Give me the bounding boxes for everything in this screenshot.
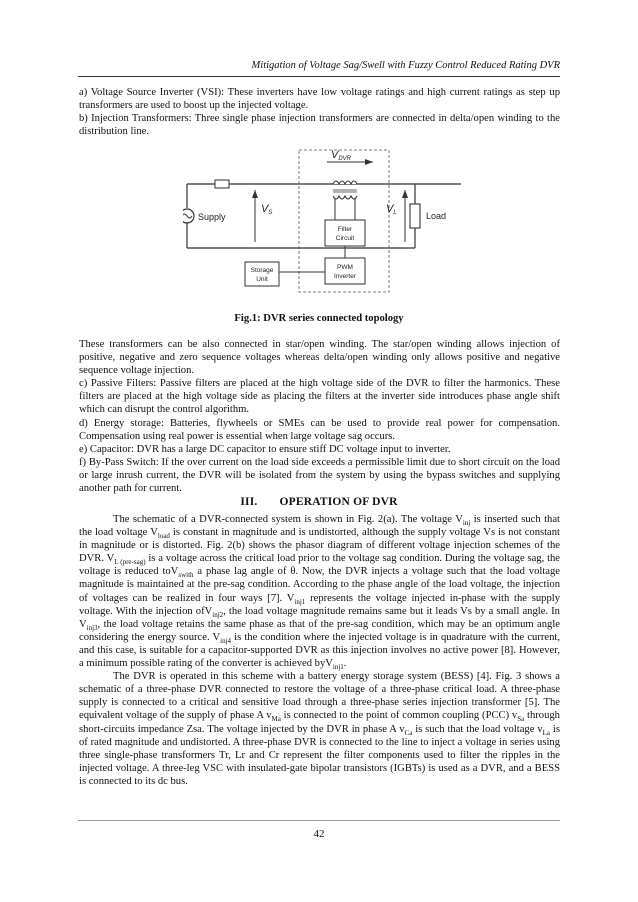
figure-border [183,149,463,300]
header-rule [78,76,560,77]
running-header: Mitigation of Voltage Sag/Swell with Fuzzy Control Reduced Rating DVR [251,60,560,71]
section-heading [0,496,638,508]
label-vs: VS [261,203,273,216]
paragraph-star-open: These transformers can be also connected in star/open winding. The star/open winding allows injection of positive, negative and zero sequence voltages whereas delta/open winding only allows positive and negative sequence voltage injection. [79,339,560,377]
item-passive-filters: c) Passive Filters: Passive filters are placed at the high voltage side of the DVR to filter the harmonics. These filters are placed at the high voltage side as placing the filters at the inverter side introduces phase angle shift which can disrupt the control algorithm. [79,378,560,416]
paragraph-operation-2: The DVR is operated in this scheme with a battery energy storage system (BESS) [4]. Fig. 3 shows a schematic of a three-phase DVR connected to restore the voltage of a three-phase critical load. A three-phase supply is connected to a critical and sensitive load through a three-phase series injection transformer [5]. The equivalent voltage of the supply of phase A $v_{Ma}$ is connected to the point of common coupling (PCC) $v_{Sa}$ through short-circuits impedance Zsa. The voltage injected by the DVR in phase A $v_{Ca}$ is such that the load voltage $v_{La}$ is of rated magnitude and undistorted. A three-phase DVR is connected to the line to inject a voltage in series using three single-phase transformers Tr, Lr and Cr represent the filter components used to filter the ripples in the injected voltage. A three-leg VSC with insulated-gate bipolar transistors (IGBTs) is used as a DVR, and a BESS is connected to its dc bus. [79,671,560,787]
label-supply: Supply [198,212,226,222]
label-pwm-2: Inverter [333,273,357,280]
item-bypass-switch: f) By-Pass Switch: If the over current on the load side exceeds a permissible limit due to short circuit on the load or large inrush current, the DVR will be isolated from the system by using the bypass switches and supplying another path for current. [79,456,560,495]
section-body [79,513,560,788]
label-vdvr: VDVR [331,149,352,162]
dvr-topology-figure [183,148,463,300]
label-filter-1: Filter [337,226,353,233]
label-storage-1: Storage [250,267,274,274]
label-vl: VL [386,203,397,216]
section-title: OPERATION OF DVR [279,496,398,508]
section-number: III. [240,496,258,508]
page-number: 42 [313,828,325,840]
footer-rule [78,820,560,821]
paragraph-operation-1: The schematic of a DVR-connected system is shown in Fig. 2(a). The voltage $V_{inj}$ is inserted such that the load voltage $V_{load}$ is constant in magnitude and is undistorted, although the supply voltage Vs is not constant in magnitude or is distorted. Fig. 2(b) shows the phasor diagram of different voltage injection schemes of the DVR. $V_{L (pre-sag)}$ is a voltage across the critical load prior to the voltage sag condition. During the voltage sag, the voltage is reduced toV$_{swith}$ a phase lag angle of θ. Now, the DVR injects a voltage such that the load voltage magnitude is maintained at the pre-sag condition. According to the phase angle of the load voltage, the injection of voltages can be realized in four ways [7]. $V_{inj1}$ represents the voltage injected in-phase with the supply voltage. With the injection ofV$_{inj2}$, the load voltage magnitude remains same but it leads Vs by a small angle. In $V_{inj3}$, the load voltage retains the same phase as that of the pre-sag condition, which may be an optimum angle considering the energy source. $V_{inj4}$ is the condition where the injected voltage is in quadrature with the current, and this case, is suitable for a capacitor-supported DVR as this injection involves no active power [8]. However, a minimum possible rating of the converter is achieved byV$_{inj1}$. [79,514,561,672]
item-vsi: a) Voltage Source Inverter (VSI): These inverters have low voltage ratings and high current ratings as step up transformers are used to boost up the injected voltage. [79,87,560,112]
top-items [79,86,560,138]
label-pwm-1: PWM [337,264,353,271]
item-capacitor: e) Capacitor: DVR has a large DC capacitor to ensure stiff DC voltage input to inverter. [79,443,451,455]
item-injection-transformers: b) Injection Transformers: Three single phase injection transformers are connected in delta/open winding to the distribution line. [79,113,560,138]
label-filter-2: Circuit [335,235,355,242]
item-energy-storage: d) Energy storage: Batteries, flywheels or SMEs can be used to provide real power for compensation. Compensation using real power is essential when large voltage sag occurs. [79,417,560,442]
label-storage-2: Unit [256,276,268,283]
label-load: Load [426,211,447,221]
middle-items [79,338,560,495]
figure-caption: Fig.1: DVR series connected topology [234,313,404,324]
